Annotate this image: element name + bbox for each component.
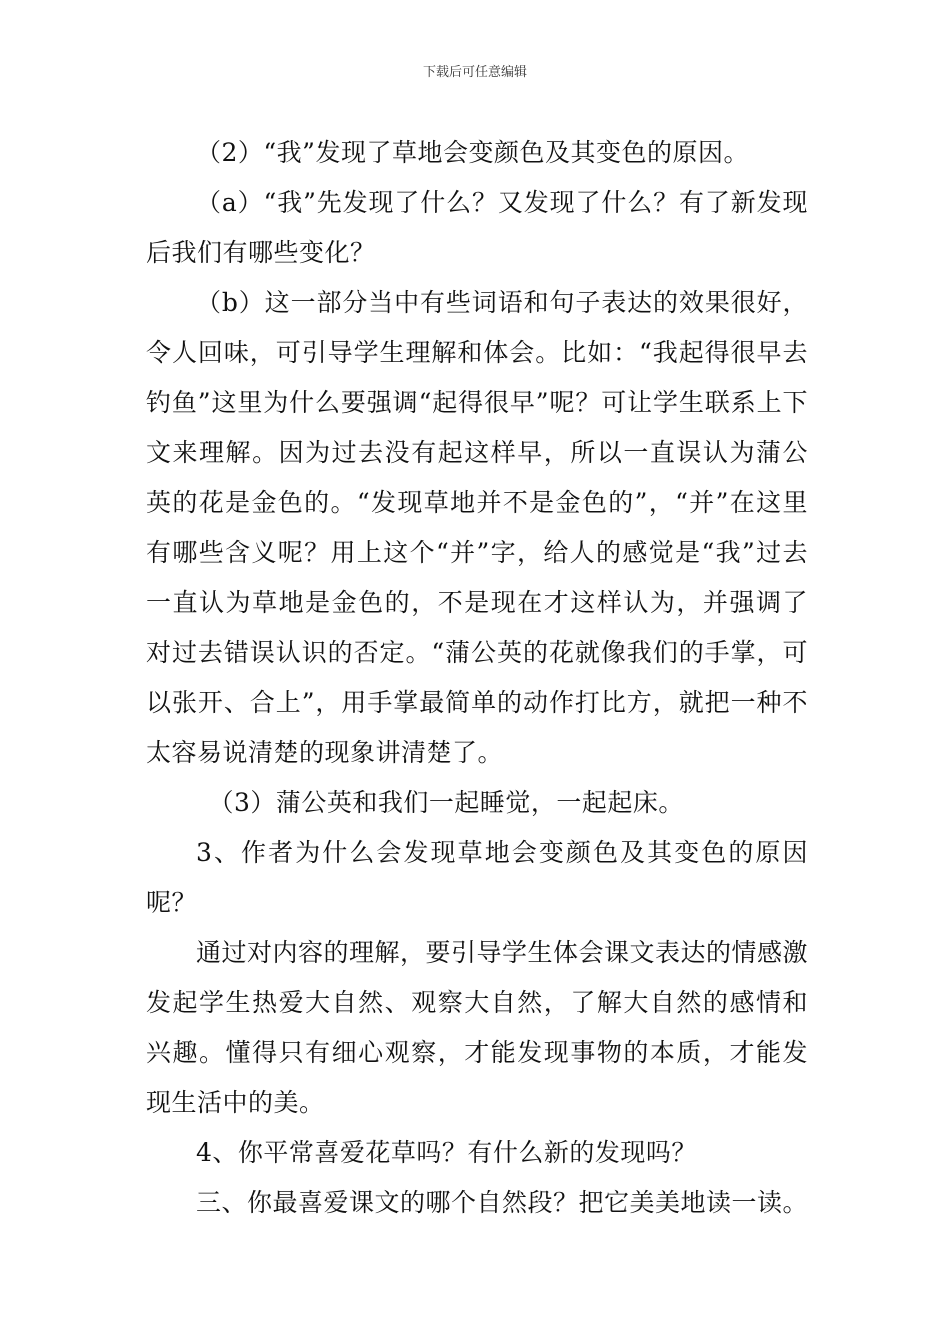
paragraph-question-4: 4、你平常喜爱花草吗？有什么新的发现吗？: [196, 1138, 697, 1167]
paragraph-item-3: （3）蒲公英和我们一起睡觉，一起起床。: [208, 788, 684, 817]
paragraph-item-a: （a）“我”先发现了什么？又发现了什么？有了新发现后我们有哪些变化？: [146, 188, 808, 267]
paragraph-section-3: 三、你最喜爱课文的哪个自然段？把它美美地读一读。: [196, 1188, 809, 1217]
paragraph-item-2: （2）“我”发现了草地会变颜色及其变色的原因。: [196, 138, 749, 167]
document-body: [146, 128, 808, 1228]
page-header: 下载后可任意编辑: [422, 65, 527, 80]
paragraph-item-b: （b）这一部分当中有些词语和句子表达的效果很好，令人回味，可引导学生理解和体会。比如：“我起得很早去钓鱼”这里为什么要强调“起得很早”呢？可让学生联系上下文来理解。因为过去没有起这样早，所以一直误认为蒲公英的花是金色的。“发现草地并不是金色的”，“并”在这里有哪些含义呢？用上这个“并”字，给人的感觉是“我”过去一直认为草地是金色的，不是现在才这样认为，并强调了对过去错误认识的否定。“蒲公英的花就像我们的手掌，可以张开、合上”，用手掌最简单的动作打比方，就把一种不太容易说清楚的现象讲清楚了。: [146, 288, 808, 767]
paragraph-summary: 通过对内容的理解，要引导学生体会课文表达的情感激发起学生热爱大自然、观察大自然，了解大自然的感情和兴趣。懂得只有细心观察，才能发现事物的本质，才能发现生活中的美。: [146, 938, 809, 1117]
paragraph-question-3: 3、作者为什么会发现草地会变颜色及其变色的原因呢？: [146, 838, 808, 917]
